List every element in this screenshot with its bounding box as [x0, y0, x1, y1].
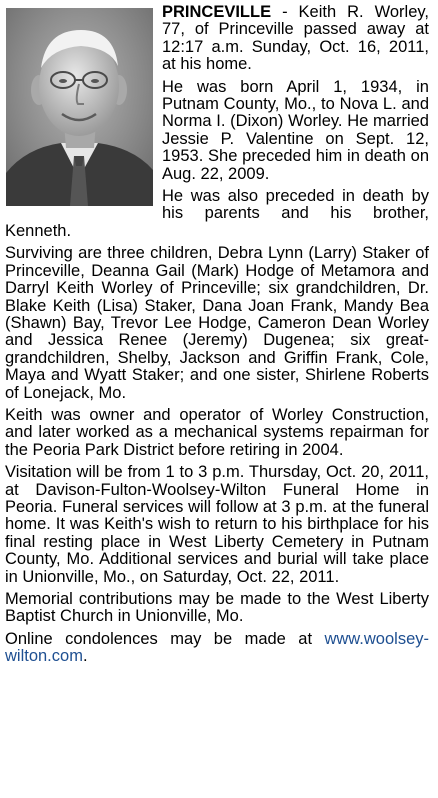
condolences-link[interactable]: www.woolsey-wilton.com	[5, 629, 429, 666]
paragraph-memorial: Memorial contributions may be made to the West Liberty Baptist Church in Unionville, Mo.	[5, 590, 429, 626]
paragraph-preceded: He was also preceded in death by his parents and his brother, Kenneth.	[5, 187, 429, 240]
intro-text: - Keith R. Worley, 77, of Princeville passed away at 12:17 a.m. Sunday, Oct. 16, 2011, at his home.	[162, 3, 429, 74]
paragraph-visitation: Visitation will be from 1 to 3 p.m. Thursday, Oct. 20, 2011, at Davison-Fulton-Woolsey-Wilton Funeral Home in Peoria. Funeral services will follow at 3 p.m. at the funeral home. It was Keith's wish to return to his birthplace for his final resting place in West Liberty Cemetery in Putnam County, Mo. Additional services and burial will take place in Unionville, Mo., on Saturday, Oct. 22, 2011.	[5, 463, 429, 586]
condolences-period: .	[82, 647, 88, 666]
paragraph-career: Keith was owner and operator of Worley Construction, and later worked as a mechanical systems repairman for the Peoria Park District before retiring in 2004.	[5, 405, 429, 459]
photo-spacer	[5, 4, 162, 208]
paragraph-birth: He was born April 1, 1934, in Putnam County, Mo., to Nova L. and Norma I. (Dixon) Worley. He married Jessie P. Valentine on Sept. 12, 1953. She preceded him in death on Aug. 22, 2009.	[162, 77, 429, 183]
paragraph-survivors: Surviving are three children, Debra Lynn (Larry) Staker of Princeville, Deanna Gail (Mark) Hodge of Metamora and Darryl Keith Worley of Princeville; six grandchildren, Dr. Blake Keith (Lisa) Staker, Dana Joan Frank, Mandy Bea (Shawn) Bay, Trevor Lee Hodge, Cameron Dean Worley and Jessica Renee (Jeremy) Dugenea; six great-grandchildren, Shelby, Jackson and Griffin Frank, Cole, Maya and Wyatt Staker; and one sister, Shirlene Roberts of Lonejack, Mo.	[5, 244, 429, 402]
dateline: PRINCEVILLE	[162, 3, 272, 21]
condolences-text: Online condolences may be made at	[5, 629, 325, 648]
paragraph-condolences	[5, 631, 429, 666]
obituary-text	[5, 4, 429, 671]
